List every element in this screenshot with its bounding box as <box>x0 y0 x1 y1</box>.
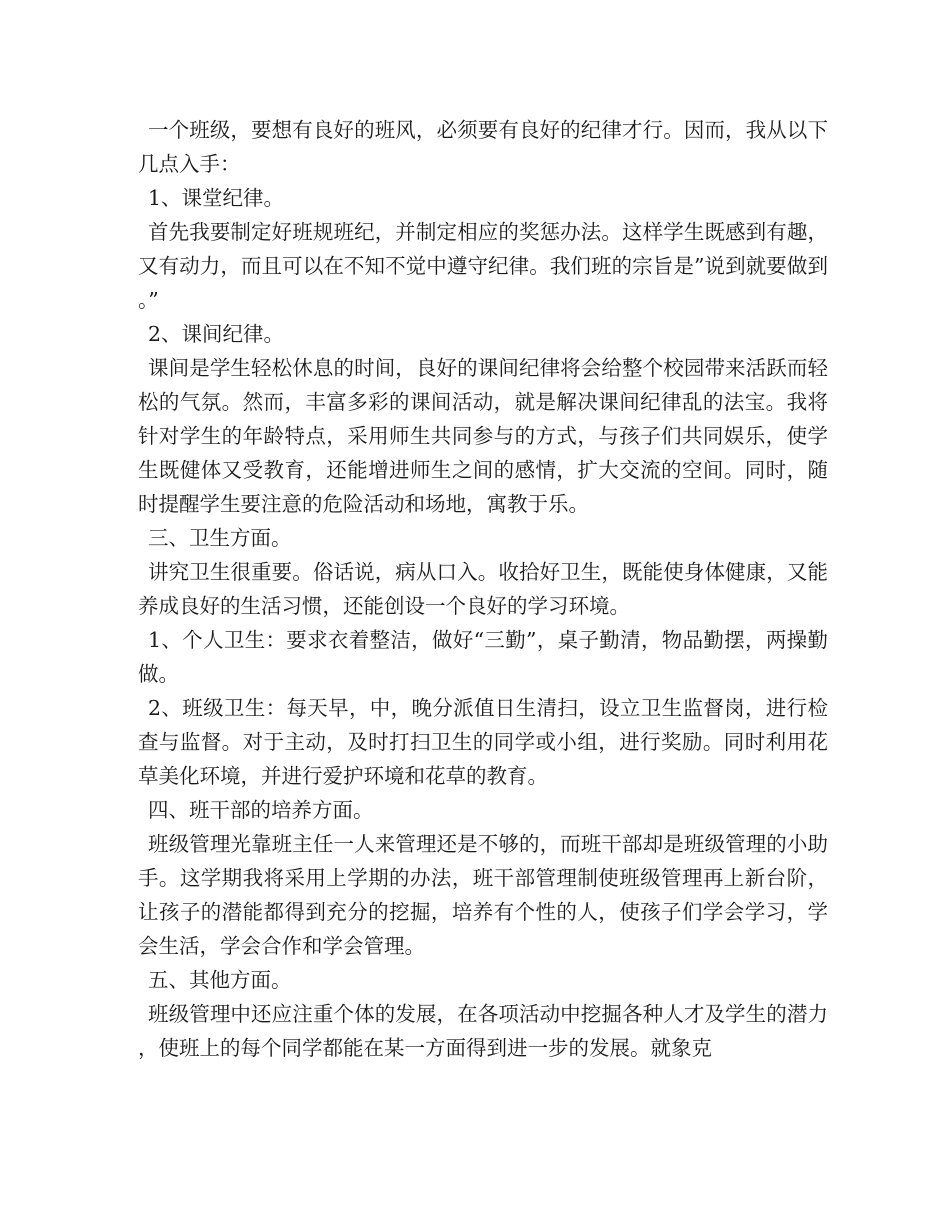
heading-class-cadres: 四、班干部的培养方面。 <box>148 798 374 822</box>
paragraph-other: 班级管理中还应注重个体的发展，在各项活动中挖掘各种人才及学生的潜力，使班上的每个同学都能在某一方面得到进一步的发展。就象克 <box>138 1002 828 1060</box>
paragraph-break-discipline: 课间是学生轻松休息的时间，良好的课间纪律将会给整个校园带来活跃而轻松的气氛。然而，丰富多彩的课间活动，就是解决课间纪律乱的法宝。我将针对学生的年龄特点，采用师生共同参与的方式，与孩子们共同娱乐，使学生既健体又受教育，还能增进师生之间的感情，扩大交流的空间。同时，随时提醒学生要注意的危险活动和场地，寓教于乐。 <box>138 356 828 516</box>
paragraph-class-hygiene: 2、班级卫生：每天早，中，晚分派值日生清扫，设立卫生监督岗，进行检查与监督。对于主动，及时打扫卫生的同学或小组，进行奖励。同时利用花草美化环境，并进行爱护环境和花草的教育。 <box>138 696 828 788</box>
heading-other: 五、其他方面。 <box>148 968 292 992</box>
paragraph-hygiene: 讲究卫生很重要。俗话说，病从口入。收拾好卫生，既能使身体健康，又能养成良好的生活习惯，还能创设一个良好的学习环境。 <box>138 560 828 618</box>
heading-hygiene: 三、卫生方面。 <box>148 526 292 550</box>
heading-classroom-discipline: 1、课堂纪律。 <box>148 186 285 210</box>
paragraph-classroom-discipline: 首先我要制定好班规班纪，并制定相应的奖惩办法。这样学生既感到有趣，又有动力，而且可以在不知不觉中遵守纪律。我们班的宗旨是”说到就要做到。” <box>138 220 828 312</box>
paragraph-personal-hygiene: 1、个人卫生：要求衣着整洁，做好“三勤”，桌子勤清，物品勤摆，两操勤做。 <box>138 628 828 686</box>
document-body <box>138 113 828 1065</box>
paragraph-class-cadres: 班级管理光靠班主任一人来管理还是不够的，而班干部却是班级管理的小助手。这学期我将采用上学期的办法，班干部管理制使班级管理再上新台阶，让孩子的潜能都得到充分的挖掘，培养有个性的人，使孩子们学会学习，学会生活，学会合作和学会管理。 <box>138 832 828 958</box>
heading-break-discipline: 2、课间纪律。 <box>148 322 285 346</box>
paragraph-intro: 一个班级，要想有良好的班风，必须要有良好的纪律才行。因而，我从以下几点入手： <box>138 118 828 176</box>
